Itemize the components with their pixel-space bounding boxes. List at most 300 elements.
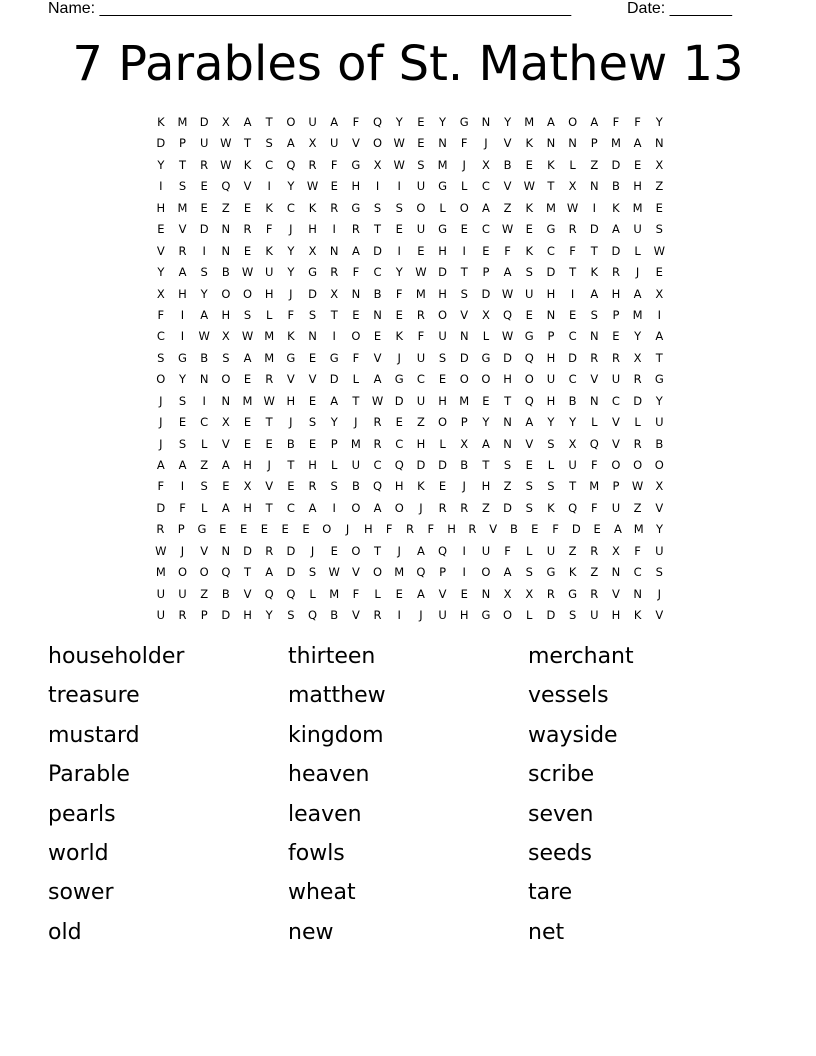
grid-letter: W [198, 329, 210, 344]
grid-letter: X [568, 436, 577, 451]
grid-letter: E [243, 415, 252, 430]
word-list-item: seeds [528, 840, 592, 866]
grid-letter: H [459, 608, 469, 623]
grid-letter: J [289, 415, 293, 430]
grid-letter: E [178, 415, 187, 430]
grid-letter: A [308, 500, 317, 515]
grid-letter: C [200, 415, 209, 430]
grid-letter: X [503, 586, 512, 601]
grid-letter: T [244, 136, 252, 151]
grid-letter: T [590, 243, 598, 258]
word-search-grid [150, 112, 670, 627]
grid-letter: G [438, 222, 448, 237]
grid-letter: M [177, 200, 188, 215]
grid-letter: Q [416, 565, 426, 580]
grid-letter: E [482, 243, 490, 258]
word-row [48, 916, 768, 955]
grid-row [150, 326, 670, 347]
grid-letter: L [482, 329, 490, 344]
grid-row [150, 305, 670, 326]
grid-letter: R [330, 265, 339, 280]
grid-letter: O [524, 372, 534, 387]
word-list-item: vessels [528, 683, 609, 709]
grid-letter: O [654, 458, 664, 472]
grid-letter: R [178, 243, 187, 258]
grid-letter: V [221, 436, 230, 451]
grid-letter: U [416, 393, 426, 408]
grid-letter: C [568, 372, 577, 387]
grid-letter: N [221, 393, 231, 408]
grid-letter: Y [157, 265, 165, 280]
grid-letter: I [332, 222, 336, 237]
grid-letter: G [286, 350, 296, 365]
grid-letter: Y [178, 372, 187, 387]
grid-letter: L [569, 157, 576, 172]
grid-letter: V [286, 372, 295, 387]
grid-letter: N [481, 586, 491, 601]
grid-letter: U [199, 136, 209, 151]
grid-letter: E [593, 522, 601, 537]
grid-letter: Y [634, 329, 642, 344]
grid-letter: J [289, 222, 293, 237]
grid-letter: K [308, 200, 317, 215]
grid-letter: E [417, 243, 425, 258]
word-row [48, 837, 768, 876]
grid-letter: J [310, 543, 315, 558]
grid-letter: R [265, 372, 274, 387]
grid-letter: T [655, 350, 663, 365]
grid-letter: Q [264, 586, 274, 601]
grid-letter: Q [286, 586, 296, 601]
grid-letter: O [373, 565, 383, 580]
grid-letter: S [265, 136, 273, 151]
grid-letter: T [265, 115, 273, 129]
grid-letter: H [243, 458, 252, 472]
grid-letter: O [221, 286, 231, 301]
grid-letter: R [330, 200, 339, 215]
grid-letter: I [332, 500, 336, 515]
grid-letter: D [416, 458, 426, 472]
grid-letter: F [504, 543, 511, 558]
grid-row [150, 584, 670, 605]
grid-letter: S [157, 350, 165, 365]
grid-letter: J [159, 436, 163, 451]
grid-letter: O [568, 115, 578, 129]
grid-letter: H [286, 393, 296, 408]
grid-letter: U [156, 586, 166, 601]
grid-letter: V [525, 436, 534, 451]
grid-letter: U [264, 265, 274, 280]
grid-letter: V [156, 243, 165, 258]
grid-letter: Y [287, 265, 295, 280]
grid-letter: E [395, 415, 403, 430]
word-list-item: treasure [48, 683, 140, 709]
grid-letter: O [459, 372, 469, 387]
grid-letter: T [178, 157, 187, 172]
grid-letter: X [308, 243, 317, 258]
grid-letter: H [546, 350, 556, 365]
grid-letter: B [286, 436, 295, 451]
grid-letter: U [525, 286, 534, 301]
grid-letter: M [437, 157, 448, 172]
grid-letter: B [373, 286, 382, 301]
grid-letter: L [200, 500, 208, 515]
grid-letter: J [462, 157, 466, 172]
grid-letter: O [633, 458, 643, 472]
grid-letter: D [633, 393, 643, 408]
grid-row [150, 348, 670, 369]
grid-letter: G [178, 350, 187, 365]
grid-letter: X [243, 479, 252, 494]
grid-letter: Q [221, 565, 231, 580]
grid-letter: Y [569, 415, 577, 430]
grid-letter: A [286, 136, 295, 151]
grid-row [150, 176, 670, 197]
grid-letter: Q [568, 500, 578, 515]
grid-letter: E [525, 222, 533, 237]
grid-letter: B [460, 458, 469, 472]
grid-letter: A [351, 243, 360, 258]
word-row [48, 798, 768, 837]
grid-letter: P [179, 136, 186, 151]
grid-letter: V [612, 415, 620, 430]
grid-letter: Z [568, 543, 577, 558]
grid-letter: F [552, 522, 559, 537]
grid-letter: H [546, 393, 556, 408]
grid-letter: A [546, 115, 555, 129]
grid-letter: A [221, 500, 230, 515]
grid-row [150, 519, 670, 540]
grid-letter: W [241, 265, 254, 280]
grid-letter: J [159, 393, 163, 408]
grid-letter: H [481, 479, 491, 494]
grid-letter: I [180, 479, 185, 494]
word-list-item: Parable [48, 762, 130, 788]
grid-letter: N [221, 543, 231, 558]
grid-letter: O [416, 200, 426, 215]
grid-letter: R [200, 157, 209, 172]
grid-letter: O [459, 200, 469, 215]
grid-letter: W [501, 222, 514, 237]
grid-letter: K [525, 136, 534, 151]
word-list-item: net [528, 919, 565, 945]
grid-letter: U [590, 608, 599, 623]
grid-letter: V [489, 522, 498, 537]
word-list-item: heaven [288, 762, 370, 788]
grid-letter: U [351, 458, 361, 472]
grid-letter: U [416, 179, 426, 194]
grid-letter: R [590, 586, 599, 601]
word-list-item: sower [48, 880, 114, 906]
grid-letter: D [438, 458, 447, 472]
grid-letter: G [197, 522, 207, 537]
grid-letter: T [547, 179, 555, 194]
grid-letter: E [308, 393, 317, 408]
grid-row [150, 112, 670, 133]
grid-letter: Y [655, 393, 663, 408]
name-field-line: Name: _____________________________________________________ [48, 0, 572, 17]
grid-letter: W [155, 543, 167, 558]
grid-letter: J [419, 500, 423, 515]
grid-letter: X [330, 286, 339, 301]
grid-letter: K [265, 200, 273, 215]
grid-letter: K [525, 243, 534, 258]
grid-letter: I [332, 329, 336, 344]
grid-row [150, 198, 670, 219]
grid-letter: Z [633, 500, 642, 515]
grid-letter: R [611, 350, 620, 365]
grid-letter: K [157, 115, 165, 129]
grid-row [150, 412, 670, 433]
grid-letter: D [156, 500, 166, 515]
grid-letter: G [329, 350, 339, 365]
grid-letter: Q [394, 458, 404, 472]
grid-letter: Z [221, 200, 230, 215]
grid-letter: M [589, 479, 600, 494]
grid-letter: O [242, 286, 253, 301]
grid-letter: D [459, 350, 469, 365]
grid-letter: K [395, 329, 403, 344]
grid-letter: V [655, 608, 664, 623]
grid-letter: C [611, 393, 620, 408]
grid-letter: H [611, 286, 621, 301]
grid-letter: H [546, 286, 556, 301]
grid-letter: M [633, 522, 644, 537]
grid-letter: M [632, 307, 643, 322]
grid-letter: U [330, 136, 339, 151]
grid-letter: I [462, 565, 466, 580]
grid-letter: N [546, 136, 556, 151]
grid-letter: V [503, 179, 512, 194]
grid-letter: H [308, 222, 317, 237]
grid-letter: Q [589, 436, 599, 451]
word-list [48, 640, 768, 955]
grid-letter: K [287, 329, 295, 344]
grid-letter: O [438, 307, 448, 322]
word-list-item: merchant [528, 644, 634, 669]
grid-letter: T [569, 479, 577, 494]
grid-letter: N [589, 393, 599, 408]
grid-letter: G [481, 350, 491, 365]
grid-letter: T [482, 458, 490, 472]
grid-letter: S [568, 608, 577, 623]
grid-letter: Z [503, 200, 512, 215]
grid-letter: U [655, 415, 664, 430]
grid-letter: X [655, 479, 664, 494]
grid-letter: Y [439, 115, 447, 129]
word-list-item: fowls [288, 840, 345, 866]
grid-letter: S [460, 286, 468, 301]
grid-letter: W [501, 286, 514, 301]
grid-letter: H [156, 200, 166, 215]
grid-letter: B [221, 586, 230, 601]
grid-letter: M [545, 200, 556, 215]
grid-letter: N [373, 307, 382, 322]
grid-letter: R [405, 522, 414, 537]
grid-letter: E [243, 372, 252, 387]
grid-letter: Z [416, 415, 425, 430]
grid-letter: A [373, 372, 382, 387]
grid-letter: S [655, 565, 663, 580]
grid-letter: M [329, 586, 340, 601]
grid-letter: H [438, 393, 447, 408]
grid-letter: S [438, 350, 447, 365]
grid-letter: Z [200, 458, 209, 472]
grid-letter: Y [395, 115, 403, 129]
word-list-item: mustard [48, 722, 140, 748]
grid-letter: J [484, 136, 488, 151]
grid-letter: C [373, 458, 382, 472]
grid-letter: P [177, 522, 185, 537]
grid-letter: A [178, 458, 187, 472]
grid-letter: U [611, 372, 621, 387]
grid-letter: I [180, 329, 185, 344]
grid-letter: P [200, 608, 208, 623]
grid-letter: K [417, 479, 425, 494]
grid-letter: N [438, 136, 447, 151]
grid-letter: X [633, 350, 642, 365]
grid-letter: D [481, 286, 491, 301]
grid-letter: O [286, 115, 296, 129]
grid-letter: X [373, 157, 382, 172]
grid-letter: P [460, 415, 468, 430]
grid-letter: M [177, 115, 188, 129]
grid-letter: N [221, 243, 231, 258]
grid-letter: Y [504, 115, 512, 129]
grid-letter: W [653, 243, 665, 258]
word-list-item: matthew [288, 683, 386, 709]
grid-letter: F [352, 350, 360, 365]
grid-letter: N [329, 243, 339, 258]
grid-letter: F [504, 243, 511, 258]
grid-letter: E [525, 458, 533, 472]
grid-letter: Y [395, 265, 403, 280]
grid-letter: W [241, 329, 254, 344]
grid-letter: W [523, 179, 535, 194]
grid-letter: T [330, 307, 338, 322]
grid-letter: Y [656, 522, 664, 537]
grid-letter: W [220, 136, 232, 151]
grid-letter: A [330, 115, 339, 129]
grid-letter: A [243, 115, 252, 129]
grid-letter: W [393, 136, 405, 151]
grid-letter: Q [524, 393, 534, 408]
word-row [48, 876, 768, 915]
grid-letter: E [222, 479, 230, 494]
grid-letter: F [634, 543, 641, 558]
grid-letter: V [590, 372, 599, 387]
grid-letter: J [345, 522, 350, 537]
grid-letter: R [308, 157, 317, 172]
grid-letter: N [351, 286, 361, 301]
grid-letter: T [374, 222, 382, 237]
grid-letter: B [503, 157, 512, 172]
grid-letter: O [322, 522, 332, 537]
grid-letter: D [394, 393, 404, 408]
grid-letter: J [267, 458, 271, 472]
grid-letter: S [373, 200, 382, 215]
grid-letter: V [308, 372, 317, 387]
grid-letter: I [159, 179, 163, 194]
grid-letter: V [438, 586, 447, 601]
grid-letter: Y [200, 286, 208, 301]
grid-letter: I [202, 393, 206, 408]
grid-letter: F [157, 307, 165, 322]
grid-letter: V [351, 608, 360, 623]
grid-letter: E [239, 522, 248, 537]
grid-letter: F [352, 265, 360, 280]
grid-letter: A [590, 115, 599, 129]
grid-letter: V [243, 179, 252, 194]
grid-letter: G [351, 157, 361, 172]
grid-letter: D [503, 500, 513, 515]
grid-letter: N [199, 372, 209, 387]
grid-letter: R [265, 543, 274, 558]
grid-letter: E [612, 329, 620, 344]
grid-letter: A [200, 307, 209, 322]
grid-letter: E [281, 522, 289, 537]
grid-letter: N [503, 415, 512, 430]
grid-letter: U [481, 543, 491, 558]
grid-letter: A [221, 458, 230, 472]
grid-letter: M [632, 200, 643, 215]
grid-letter: D [286, 565, 296, 580]
grid-letter: D [503, 350, 513, 365]
grid-letter: S [590, 307, 598, 322]
grid-letter: N [611, 565, 621, 580]
grid-letter: A [633, 136, 642, 151]
grid-letter: E [330, 179, 338, 194]
grid-letter: K [612, 200, 620, 215]
grid-letter: Z [200, 586, 209, 601]
grid-letter: K [547, 157, 555, 172]
grid-letter: C [481, 179, 490, 194]
grid-letter: V [351, 565, 360, 580]
grid-letter: E [568, 307, 577, 322]
grid-letter: S [178, 436, 187, 451]
grid-letter: A [481, 436, 490, 451]
grid-row [150, 262, 670, 283]
grid-letter: D [438, 265, 447, 280]
grid-letter: I [462, 243, 466, 258]
grid-letter: E [438, 372, 447, 387]
grid-letter: H [178, 286, 187, 301]
grid-letter: D [589, 222, 599, 237]
grid-letter: W [566, 200, 579, 215]
grid-letter: L [634, 415, 641, 430]
grid-letter: D [156, 136, 166, 151]
grid-letter: B [612, 179, 620, 194]
grid-letter: N [633, 586, 642, 601]
grid-letter: L [309, 586, 316, 601]
grid-letter: P [439, 565, 447, 580]
grid-letter: E [655, 265, 663, 280]
word-list-item: thirteen [288, 644, 376, 669]
grid-letter: T [374, 543, 382, 558]
grid-letter: B [655, 436, 664, 451]
grid-letter: G [351, 200, 361, 215]
grid-letter: L [526, 608, 533, 623]
grid-letter: J [462, 479, 466, 494]
grid-letter: H [611, 608, 621, 623]
grid-letter: U [546, 372, 556, 387]
grid-letter: D [571, 522, 581, 537]
grid-letter: Q [286, 157, 296, 172]
grid-letter: V [503, 136, 512, 151]
grid-letter: R [308, 479, 317, 494]
grid-letter: K [633, 608, 642, 623]
grid-letter: E [243, 436, 252, 451]
